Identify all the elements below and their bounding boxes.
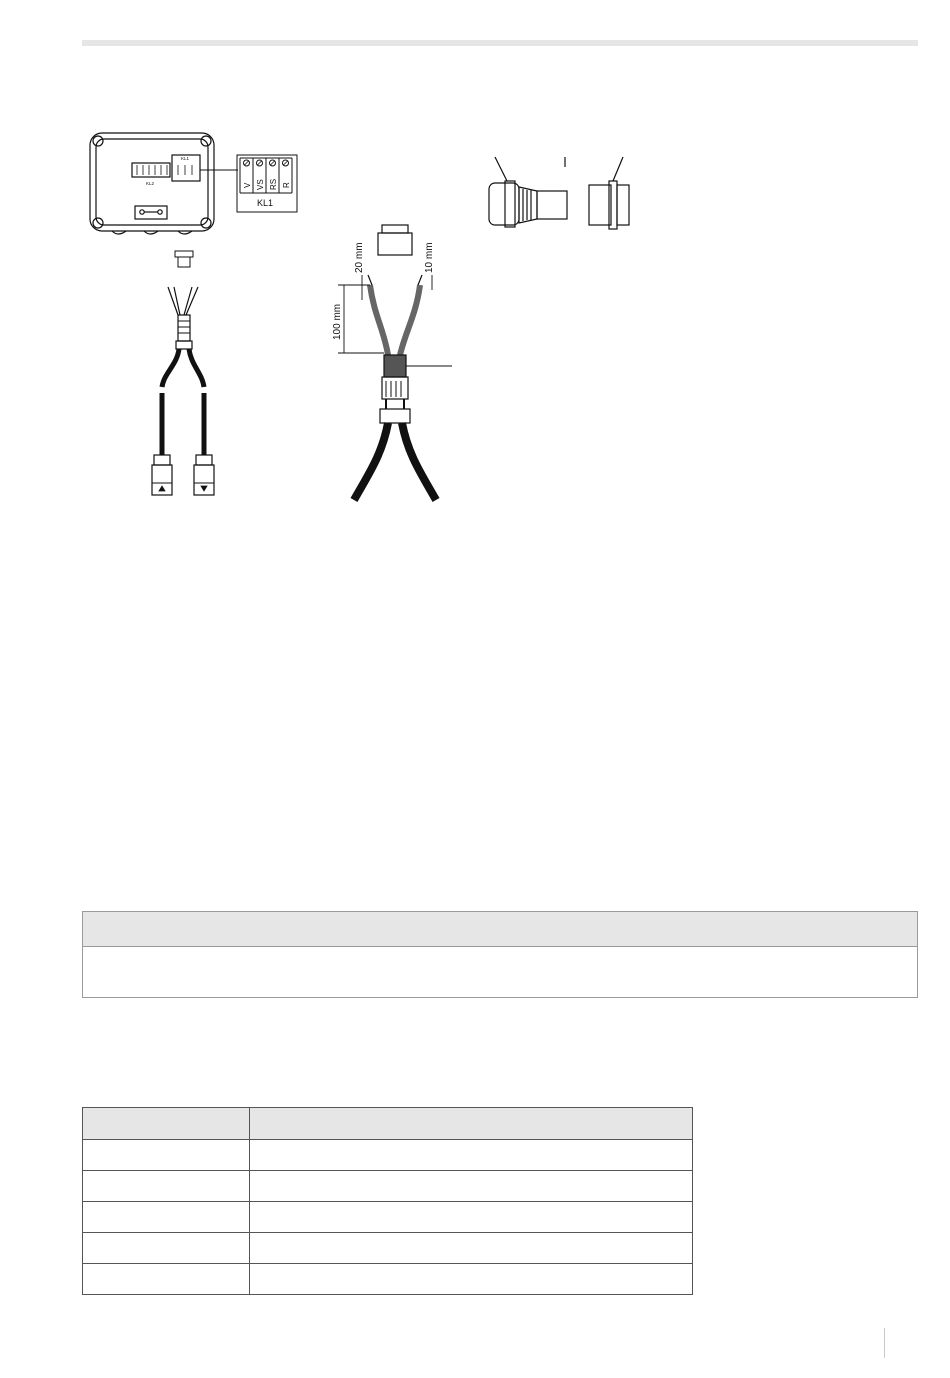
table-cell — [83, 1202, 250, 1233]
wiring-diagram — [82, 125, 482, 515]
table-cell — [250, 1233, 693, 1264]
housing-kl1-label: KL1 — [181, 156, 190, 161]
middle-cable-assembly — [354, 225, 452, 500]
note-box — [82, 911, 918, 998]
table-cell — [83, 1140, 250, 1171]
table-cell — [250, 1140, 693, 1171]
table-header-cell — [83, 1108, 250, 1140]
housing-kl2-label: KL2 — [146, 181, 155, 186]
cable-gland-exploded — [485, 155, 645, 235]
note-box-header — [83, 912, 917, 947]
housing-terminal-pins — [137, 165, 192, 175]
dim-label-20mm: 20 mm — [354, 242, 365, 273]
page-margin-mark — [884, 1328, 885, 1358]
table-row — [83, 1264, 693, 1295]
terminal-label-vs: VS — [256, 179, 265, 190]
terminal-label-rs: RS — [269, 178, 278, 190]
table-row — [83, 1202, 693, 1233]
dim-label-10mm: 10 mm — [424, 242, 435, 273]
table-cell — [250, 1264, 693, 1295]
terminal-label-r: R — [282, 182, 291, 188]
table-row — [83, 1233, 693, 1264]
terminal-label-v: V — [243, 182, 252, 188]
gland-insert-small — [175, 251, 193, 267]
table-cell — [83, 1233, 250, 1264]
terminal-block-name: KL1 — [257, 198, 274, 208]
table-row — [83, 1171, 693, 1202]
table-cell — [250, 1171, 693, 1202]
table-cell — [83, 1171, 250, 1202]
table-row — [83, 1140, 693, 1171]
table-cell — [83, 1264, 250, 1295]
left-cable-assembly — [152, 287, 214, 495]
data-table — [82, 1107, 693, 1295]
header-rule — [82, 40, 918, 46]
table-header-row — [83, 1108, 693, 1140]
table-cell — [250, 1202, 693, 1233]
table-header-cell — [250, 1108, 693, 1140]
dim-label-100mm: 100 mm — [332, 303, 343, 340]
